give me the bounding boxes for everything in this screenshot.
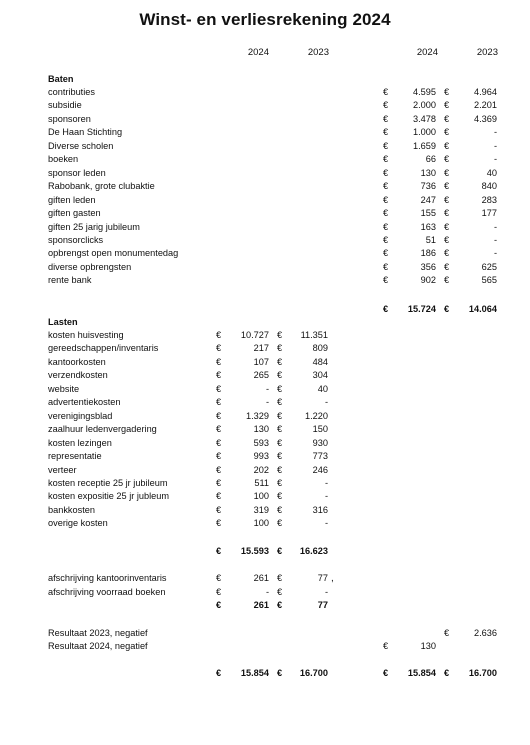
amount: 1.329 — [246, 410, 269, 421]
euro-sign: € — [277, 504, 283, 515]
euro-sign: € — [216, 546, 222, 556]
baten-row — [0, 167, 530, 180]
euro-sign: € — [444, 181, 450, 192]
amount: 3.478 — [413, 113, 436, 124]
amount: 163 — [420, 221, 436, 232]
amount: 993 — [253, 451, 269, 462]
baten-row — [0, 153, 530, 166]
euro-sign: € — [277, 477, 283, 488]
section-heading-lasten — [0, 316, 530, 329]
euro-sign: € — [277, 546, 283, 556]
amount: 593 — [253, 437, 269, 448]
amount: 2.000 — [413, 100, 436, 111]
euro-sign: € — [277, 437, 283, 448]
row-label: representatie — [48, 451, 102, 462]
euro-sign: € — [444, 261, 450, 272]
amount: - — [324, 587, 328, 597]
amount: - — [493, 248, 497, 259]
euro-sign: € — [277, 668, 283, 678]
amount: 155 — [420, 208, 436, 219]
amount: 15.854 — [407, 668, 436, 678]
euro-sign: € — [383, 234, 389, 245]
euro-sign: € — [216, 451, 222, 462]
page-title: Winst- en verliesrekening 2024 — [139, 10, 391, 29]
amount: 16.623 — [299, 546, 328, 556]
amount: 10.727 — [240, 330, 269, 340]
amount: 130 — [420, 641, 436, 651]
euro-sign: € — [444, 248, 450, 259]
baten-row — [0, 247, 530, 260]
lasten-row — [0, 342, 530, 355]
row-label: verzendkosten — [48, 370, 108, 381]
row-label: De Haan Stichting — [48, 127, 123, 138]
euro-sign: € — [277, 343, 283, 354]
row-label: contributies — [48, 87, 95, 97]
amount: 14.064 — [468, 304, 497, 314]
row-label: gereedschappen/inventaris — [48, 343, 159, 354]
section-heading-baten — [0, 73, 530, 86]
result-row — [0, 627, 530, 640]
amount: 484 — [312, 356, 328, 367]
amount: 15.593 — [240, 546, 269, 556]
amount: 4.369 — [474, 113, 497, 124]
amount: - — [324, 477, 328, 488]
amount: 809 — [312, 343, 328, 354]
row-label: giften 25 jarig jubileum — [48, 221, 140, 232]
amount: 11.351 — [300, 330, 328, 340]
header-right-2024: 2024 — [416, 47, 438, 58]
amount: 246 — [312, 464, 328, 475]
euro-sign: € — [277, 330, 283, 340]
lasten-row — [0, 517, 530, 530]
amount: 77 — [317, 600, 328, 610]
row-label: sponsoren — [48, 113, 91, 124]
euro-sign: € — [216, 410, 222, 421]
euro-sign: € — [216, 370, 222, 381]
lasten-row — [0, 477, 530, 490]
euro-sign: € — [383, 140, 389, 151]
euro-sign: € — [216, 587, 222, 597]
amount: 40 — [486, 167, 497, 178]
euro-sign: € — [444, 87, 450, 97]
row-label: diverse opbrengsten — [48, 261, 132, 272]
euro-sign: € — [444, 127, 450, 138]
row-label: opbrengst open monumentedag — [48, 248, 179, 259]
amount: 565 — [481, 275, 497, 286]
euro-sign: € — [277, 370, 283, 381]
euro-sign: € — [444, 275, 450, 286]
baten-row — [0, 140, 530, 153]
baten-row — [0, 113, 530, 126]
euro-sign: € — [383, 181, 389, 192]
amount: 4.964 — [474, 87, 497, 97]
row-label: afschrijving voorraad boeken — [48, 587, 166, 597]
euro-sign: € — [444, 221, 450, 232]
row-label: rente bank — [48, 275, 92, 286]
baten-row — [0, 126, 530, 139]
euro-sign: € — [277, 518, 283, 529]
amount: 51 — [425, 234, 436, 245]
row-label: kantoorkosten — [48, 356, 106, 367]
afschrijving-row — [0, 586, 530, 599]
row-label: giften leden — [48, 194, 96, 205]
header-right-2023: 2023 — [476, 47, 498, 58]
euro-sign: € — [277, 600, 283, 610]
grand-total-row — [0, 667, 530, 680]
euro-sign: € — [383, 87, 389, 97]
euro-sign: € — [444, 154, 450, 165]
baten-total-row — [0, 303, 530, 316]
euro-sign: € — [216, 668, 222, 678]
euro-sign: € — [383, 261, 389, 272]
amount: - — [493, 234, 497, 245]
euro-sign: € — [216, 600, 222, 610]
amount: 107 — [253, 356, 269, 367]
euro-sign: € — [444, 100, 450, 111]
amount: 261 — [253, 573, 269, 583]
amount: 1.220 — [305, 410, 328, 421]
amount: 186 — [420, 248, 436, 259]
amount: 150 — [312, 424, 328, 435]
section-title: Baten — [48, 74, 74, 84]
lasten-row — [0, 410, 530, 423]
row-label: kosten receptie 25 jr jubileum — [48, 477, 168, 488]
lasten-row — [0, 356, 530, 369]
amount: 2.636 — [474, 628, 497, 638]
amount: 130 — [253, 424, 269, 435]
amount: - — [493, 140, 497, 151]
annotation-mark: , — [331, 573, 334, 584]
row-label: overige kosten — [48, 518, 108, 529]
amount: 1.000 — [413, 127, 436, 138]
baten-row — [0, 221, 530, 234]
euro-sign: € — [383, 248, 389, 259]
euro-sign: € — [216, 491, 222, 502]
euro-sign: € — [216, 356, 222, 367]
row-label: website — [48, 383, 80, 394]
section-title: Lasten — [48, 317, 78, 327]
euro-sign: € — [216, 464, 222, 475]
amount: 100 — [253, 491, 269, 502]
amount: 100 — [253, 518, 269, 529]
euro-sign: € — [277, 587, 283, 597]
amount: 2.201 — [474, 100, 497, 111]
row-label: subsidie — [48, 100, 82, 111]
amount: 217 — [253, 343, 269, 354]
euro-sign: € — [216, 477, 222, 488]
euro-sign: € — [444, 208, 450, 219]
euro-sign: € — [277, 573, 283, 583]
amount: 15.724 — [407, 304, 436, 314]
euro-sign: € — [383, 194, 389, 205]
lasten-row — [0, 423, 530, 436]
row-label: kosten huisvesting — [48, 330, 124, 340]
amount: 304 — [312, 370, 328, 381]
amount: 356 — [420, 261, 436, 272]
euro-sign: € — [216, 397, 222, 408]
amount: - — [493, 127, 497, 138]
baten-row — [0, 180, 530, 193]
row-label: advertentiekosten — [48, 397, 121, 408]
lasten-row — [0, 383, 530, 396]
amount: 16.700 — [299, 668, 328, 678]
row-label: afschrijving kantoorinventaris — [48, 573, 167, 583]
row-label: bankkosten — [48, 504, 95, 515]
amount: - — [493, 154, 497, 165]
row-label: sponsorclicks — [48, 234, 104, 245]
lasten-row — [0, 396, 530, 409]
baten-row — [0, 234, 530, 247]
amount: 316 — [312, 504, 328, 515]
amount: - — [493, 221, 497, 232]
euro-sign: € — [444, 113, 450, 124]
euro-sign: € — [444, 167, 450, 178]
euro-sign: € — [444, 194, 450, 205]
euro-sign: € — [216, 504, 222, 515]
euro-sign: € — [216, 573, 222, 583]
header-left-2024: 2024 — [247, 47, 269, 58]
euro-sign: € — [277, 451, 283, 462]
euro-sign: € — [277, 356, 283, 367]
euro-sign: € — [444, 304, 450, 314]
row-label: verenigingsblad — [48, 410, 113, 421]
amount: - — [265, 397, 269, 408]
row-label: zaalhuur ledenvergadering — [48, 424, 157, 435]
lasten-row — [0, 329, 530, 342]
amount: 902 — [420, 275, 436, 286]
euro-sign: € — [216, 330, 222, 340]
euro-sign: € — [277, 464, 283, 475]
amount: 247 — [420, 194, 436, 205]
amount: 77 — [317, 573, 328, 583]
afschrijving-total-row — [0, 599, 530, 612]
lasten-row — [0, 464, 530, 477]
row-label: Resultaat 2024, negatief — [48, 641, 148, 651]
euro-sign: € — [383, 167, 389, 178]
lasten-row — [0, 437, 530, 450]
lasten-row — [0, 490, 530, 503]
amount: 261 — [253, 600, 269, 610]
amount: 736 — [420, 181, 436, 192]
lasten-row — [0, 450, 530, 463]
amount: 319 — [253, 504, 269, 515]
amount: - — [324, 518, 328, 529]
amount: - — [265, 587, 269, 597]
euro-sign: € — [383, 304, 389, 314]
amount: 202 — [253, 464, 269, 475]
amount: 511 — [254, 477, 269, 488]
euro-sign: € — [444, 234, 450, 245]
euro-sign: € — [444, 668, 450, 678]
amount: 840 — [481, 181, 497, 192]
row-label: Resultaat 2023, negatief — [48, 628, 148, 638]
amount: 265 — [253, 370, 269, 381]
row-label: Diverse scholen — [48, 140, 114, 151]
lasten-row — [0, 504, 530, 517]
amount: 66 — [425, 154, 436, 165]
euro-sign: € — [383, 127, 389, 138]
row-label: kosten expositie 25 jr jubleum — [48, 491, 170, 502]
amount: 930 — [312, 437, 328, 448]
euro-sign: € — [216, 518, 222, 529]
euro-sign: € — [383, 100, 389, 111]
euro-sign: € — [277, 397, 283, 408]
amount: - — [324, 491, 328, 502]
row-label: sponsor leden — [48, 167, 106, 178]
amount: 625 — [481, 261, 497, 272]
euro-sign: € — [444, 140, 450, 151]
row-label: Rabobank, grote clubaktie — [48, 181, 155, 192]
lasten-total-row — [0, 545, 530, 558]
euro-sign: € — [383, 113, 389, 124]
euro-sign: € — [216, 437, 222, 448]
euro-sign: € — [216, 383, 222, 394]
result-row — [0, 640, 530, 653]
euro-sign: € — [216, 424, 222, 435]
baten-row — [0, 194, 530, 207]
row-label: kosten lezingen — [48, 437, 112, 448]
amount: 773 — [312, 451, 328, 462]
euro-sign: € — [277, 383, 283, 394]
euro-sign: € — [216, 343, 222, 354]
amount: 15.854 — [240, 668, 269, 678]
euro-sign: € — [383, 154, 389, 165]
euro-sign: € — [444, 628, 450, 638]
amount: 4.595 — [413, 87, 436, 97]
baten-row — [0, 86, 530, 99]
row-label: boeken — [48, 154, 79, 165]
amount: 130 — [420, 167, 436, 178]
lasten-row — [0, 369, 530, 382]
amount: 16.700 — [468, 668, 497, 678]
afschrijving-row — [0, 572, 530, 585]
baten-row — [0, 274, 530, 287]
euro-sign: € — [383, 668, 389, 678]
euro-sign: € — [383, 641, 389, 651]
row-label: giften gasten — [48, 208, 101, 219]
euro-sign: € — [277, 410, 283, 421]
amount: 1.659 — [413, 140, 436, 151]
euro-sign: € — [383, 221, 389, 232]
header-left-2023: 2023 — [307, 47, 329, 58]
euro-sign: € — [383, 275, 389, 286]
baten-row — [0, 261, 530, 274]
baten-row — [0, 207, 530, 220]
amount: - — [324, 397, 328, 408]
euro-sign: € — [383, 208, 389, 219]
amount: 40 — [317, 383, 328, 394]
amount: 283 — [481, 194, 497, 205]
row-label: verteer — [48, 464, 77, 475]
baten-row — [0, 99, 530, 112]
amount: 177 — [481, 208, 497, 219]
amount: - — [265, 383, 269, 394]
euro-sign: € — [277, 491, 283, 502]
euro-sign: € — [277, 424, 283, 435]
